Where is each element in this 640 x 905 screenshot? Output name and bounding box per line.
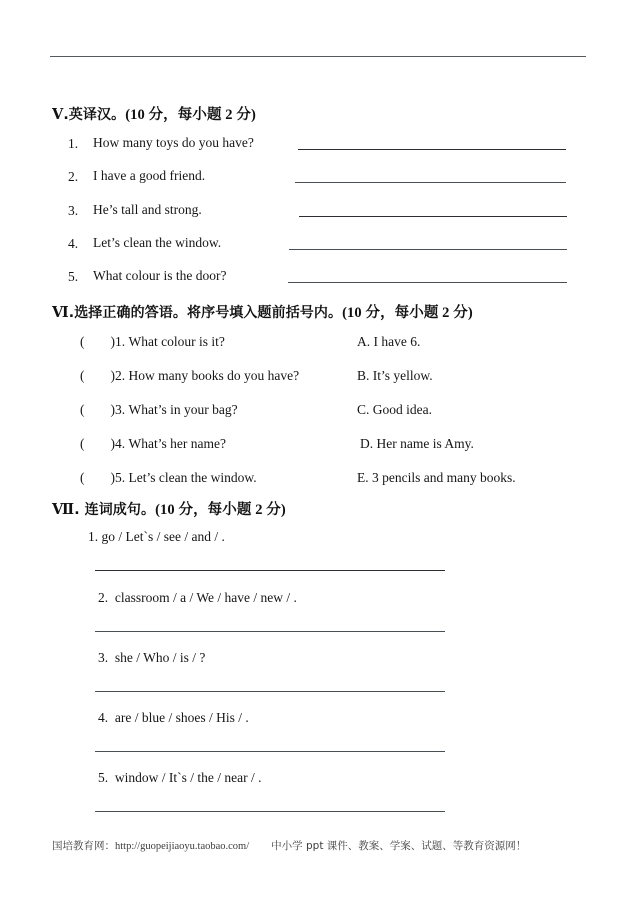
section-heading-word-order — [52, 498, 286, 519]
matching-question[interactable] — [80, 368, 299, 384]
list-item-number: 2. — [68, 169, 79, 184]
bracket-open: ( — [80, 368, 85, 383]
answer-line[interactable] — [295, 182, 566, 183]
list-item: How many toys do you have? — [93, 135, 254, 150]
matching-answer-text: It’s yellow. — [372, 368, 433, 383]
word-order-item — [98, 770, 261, 786]
word-order-number: 5. — [98, 770, 109, 785]
footer-tagline: 中小学 ppt 课件、教案、学案、试题、等教育资源网！ — [271, 840, 527, 852]
answer-line[interactable] — [289, 249, 567, 250]
section-score-matching: (10 分，每小题 2 分) — [342, 305, 473, 321]
list-item: I have a good friend. — [93, 168, 206, 183]
list-item-number: 4. — [68, 236, 79, 251]
word-order-number: 3. — [98, 650, 109, 665]
matching-answer — [360, 436, 474, 452]
list-item: He’s tall and strong. — [93, 202, 202, 217]
matching-question[interactable] — [80, 436, 226, 452]
bracket-open: ( — [80, 334, 85, 349]
header-divider — [50, 56, 586, 57]
section-numeral-vii: Ⅶ — [52, 502, 75, 518]
bracket-close: ) — [110, 334, 115, 349]
bracket-open: ( — [80, 402, 85, 417]
matching-question-number: 4. — [115, 436, 126, 451]
matching-question-number: 5. — [115, 470, 126, 485]
matching-answer — [357, 470, 516, 486]
section-heading-matching — [52, 301, 473, 322]
section-score-word-order: (10 分，每小题 2 分) — [155, 502, 286, 518]
matching-answer-label: D. — [360, 436, 374, 451]
footer-site-name: 国培教育网： — [52, 840, 115, 852]
word-order-answer-line[interactable] — [95, 570, 445, 571]
matching-question-text: What’s her name? — [128, 436, 226, 451]
answer-line[interactable] — [298, 149, 566, 150]
word-order-words: window / It`s / the / near / . — [114, 770, 262, 785]
footer-url[interactable]: http://guopeijiaoyu.taobao.com/ — [115, 841, 250, 852]
word-order-words: are / blue / shoes / His / . — [114, 710, 249, 725]
bracket-open: ( — [80, 436, 85, 451]
matching-answer-label: C. — [357, 402, 370, 417]
section-title-word-order: . 连词成句。 — [74, 502, 156, 518]
word-order-words: go / Let`s / see / and / . — [101, 529, 225, 544]
matching-question-text: Let’s clean the window. — [128, 470, 257, 485]
matching-answer-label: E. — [357, 470, 369, 485]
matching-question-text: How many books do you have? — [128, 368, 300, 383]
section-heading-translate — [52, 103, 256, 124]
word-order-item — [98, 650, 205, 666]
matching-question[interactable] — [80, 334, 225, 350]
bracket-close: ) — [110, 368, 115, 383]
list-item-number: 5. — [68, 269, 79, 284]
bracket-close: ) — [110, 436, 115, 451]
word-order-answer-line[interactable] — [95, 691, 445, 692]
matching-answer-text: Her name is Amy. — [376, 436, 474, 451]
section-title-matching: .选择正确的答语。将序号填入题前括号内。 — [68, 305, 343, 321]
bracket-close: ) — [110, 470, 115, 485]
list-item: What colour is the door? — [93, 268, 227, 283]
matching-answer-text: 3 pencils and many books. — [372, 470, 516, 485]
bracket-open: ( — [80, 470, 85, 485]
matching-question-text: What’s in your bag? — [128, 402, 238, 417]
matching-answer — [357, 368, 433, 384]
section-numeral-v: Ⅴ — [52, 107, 64, 123]
section-title-translate: .英译汉。 — [63, 107, 126, 123]
matching-question-number: 3. — [115, 402, 126, 417]
word-order-number: 4. — [98, 710, 109, 725]
matching-answer — [357, 402, 432, 418]
matching-answer-text: I have 6. — [373, 334, 421, 349]
matching-question-number: 2. — [115, 368, 126, 383]
matching-answer-label: B. — [357, 368, 370, 383]
word-order-words: she / Who / is / ? — [114, 650, 206, 665]
word-order-answer-line[interactable] — [95, 631, 445, 632]
matching-question[interactable] — [80, 470, 257, 486]
word-order-answer-line[interactable] — [95, 751, 445, 752]
matching-question-text: What colour is it? — [128, 334, 225, 349]
list-item-number: 1. — [68, 136, 79, 151]
list-item: Let’s clean the window. — [93, 235, 222, 250]
word-order-number: 2. — [98, 590, 109, 605]
word-order-words: classroom / a / We / have / new / . — [114, 590, 297, 605]
section-score-translate: (10 分，每小题 2 分) — [125, 107, 256, 123]
footer-watermark — [52, 838, 526, 853]
list-item-number: 3. — [68, 203, 79, 218]
word-order-item — [88, 529, 225, 545]
answer-line[interactable] — [288, 282, 567, 283]
matching-answer — [357, 334, 420, 350]
word-order-number: 1. — [88, 529, 99, 544]
answer-line[interactable] — [299, 216, 567, 217]
word-order-item — [98, 590, 297, 606]
matching-question[interactable] — [80, 402, 238, 418]
word-order-item — [98, 710, 249, 726]
bracket-close: ) — [110, 402, 115, 417]
matching-answer-text: Good idea. — [372, 402, 432, 417]
matching-answer-label: A. — [357, 334, 371, 349]
section-numeral-vi: Ⅵ — [52, 305, 69, 321]
matching-question-number: 1. — [115, 334, 126, 349]
word-order-answer-line[interactable] — [95, 811, 445, 812]
